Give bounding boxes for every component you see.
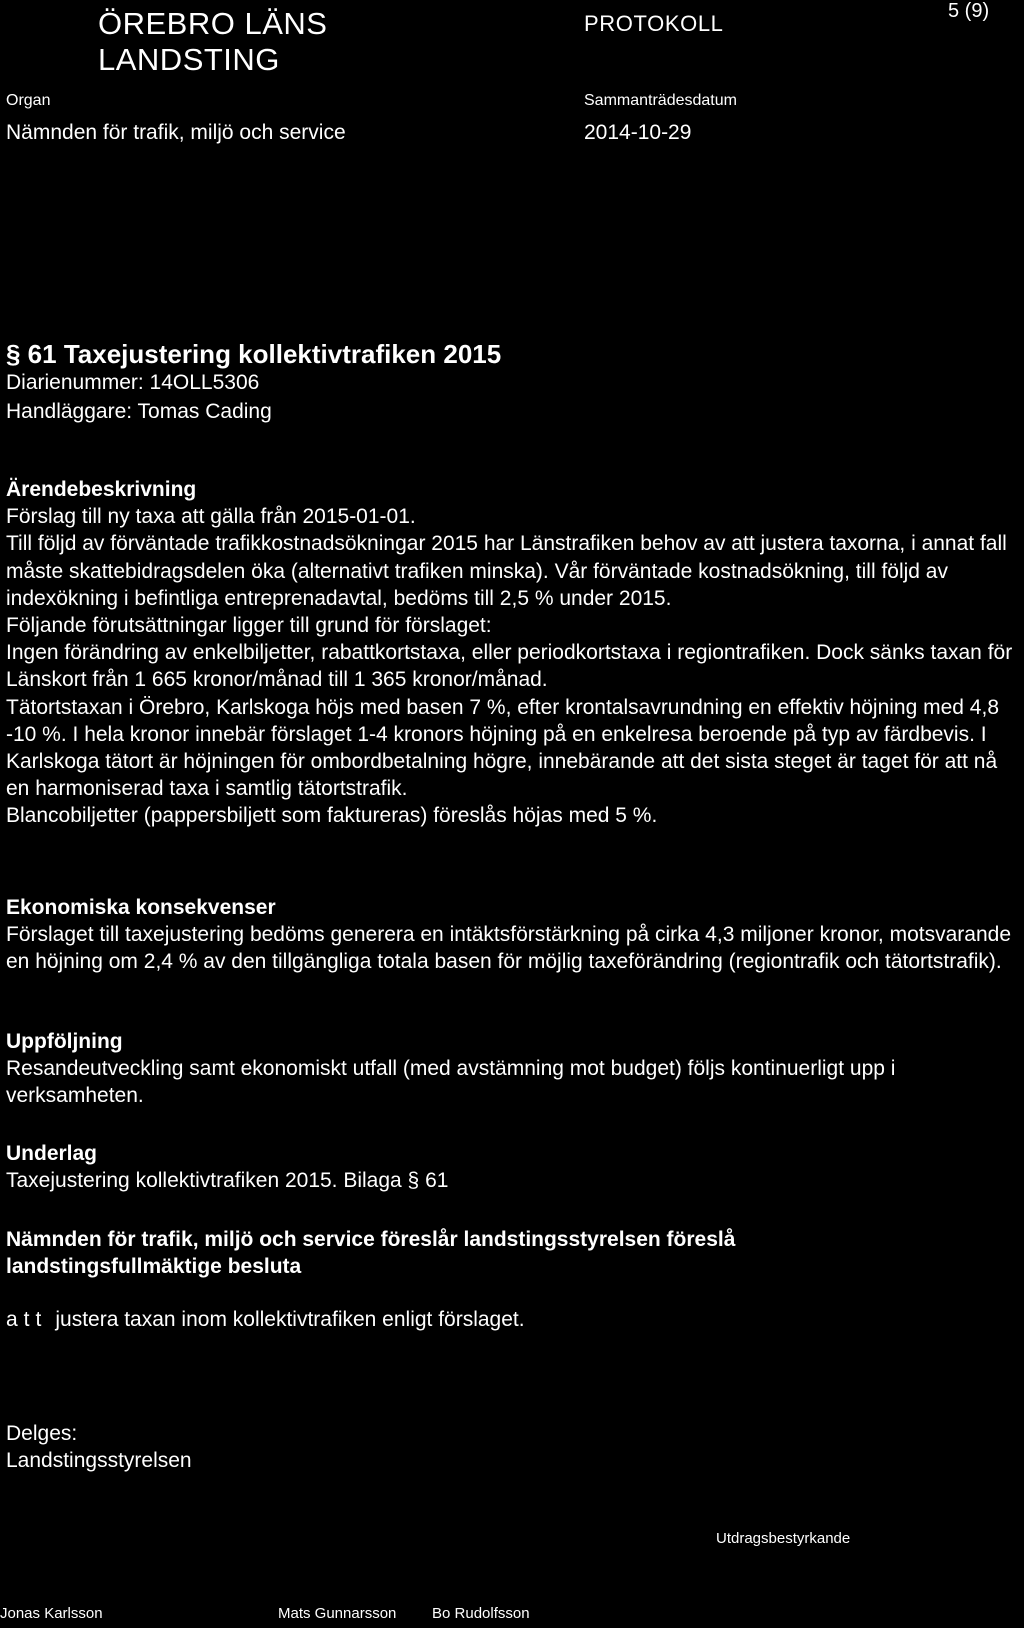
ekonomiska-section [6, 894, 1018, 976]
ekonomiska-heading: Ekonomiska konsekvenser [6, 896, 276, 919]
uppfoljning-section [6, 1028, 1018, 1110]
arende-paragraph: Till följd av förväntade trafikkostnadsökningar 2015 har Länstrafiken behov av att justera taxorna, i annat fall måste skattebidragsdelen öka (alternativt trafiken minska). Vår förväntade kostnadsökning, till följd av indexökning i befintliga entreprenadavtal, bedöms till 2,5 % under 2015. [6, 532, 1007, 610]
org-name-line2: LANDSTING [98, 42, 280, 77]
att-text: justera taxan inom kollektivtrafiken enligt förslaget. [55, 1308, 525, 1331]
organ-label: Organ [6, 92, 51, 109]
underlag-heading: Underlag [6, 1142, 98, 1165]
proposal-section [6, 1226, 846, 1280]
organ-value: Nämnden för trafik, miljö och service [6, 121, 346, 144]
delges-recipient: Landstingsstyrelsen [6, 1449, 192, 1473]
meeting-date-label: Sammanträdesdatum [584, 92, 737, 109]
arende-paragraph: Blancobiljetter (pappersbiljett som faktureras) föreslås höjas med 5 %. [6, 804, 658, 828]
underlag-section [6, 1140, 1018, 1194]
arendebeskrivning-heading: Ärendebeskrivning [6, 478, 197, 501]
document-type: PROTOKOLL [584, 11, 724, 36]
meeting-date-value: 2014-10-29 [584, 121, 692, 144]
signer-name: Jonas Karlsson [0, 1605, 103, 1622]
arende-paragraph: Följande förutsättningar ligger till grund för förslaget: [6, 614, 492, 638]
arendebeskrivning-section [6, 476, 1018, 830]
ekonomiska-text: Förslaget till taxejustering bedöms generera en intäktsförstärkning på cirka 4,3 miljoner kronor, motsvarande en höjning om 2,4 % av den tillgängliga totala basen för möjlig taxeförändring (regiontrafik och tätortstrafik). [6, 923, 1011, 974]
arende-paragraph: Ingen förändring av enkelbiljetter, rabattkortstaxa, eller periodkortstaxa i regiontrafiken. Dock sänks taxan för Länskort från 1 665 kronor/månad till 1 365 kronor/månad. [6, 641, 1013, 692]
arende-paragraph: Förslag till ny taxa att gälla från 2015-01-01. [6, 505, 416, 529]
signer-name: Mats Gunnarsson [278, 1605, 397, 1622]
att-prefix: att [6, 1308, 48, 1331]
page-number: 5 (9) [948, 0, 990, 22]
arende-paragraph: Tätortstaxan i Örebro, Karlskoga höjs med basen 7 %, efter krontalsavrundning en effektiv höjning med 4,8 -10 %. I hela kronor innebär förslaget 1-4 kronors höjning på en enkelresa beroende på typ av färdbevis. I Karlskoga tätort är höjningen för ombordbetalning högre, innebärande att det sista steget är taget för att nå en harmoniserad taxa i samtlig tätortstrafik. [6, 695, 999, 801]
org-name-line1: ÖREBRO LÄNS [98, 6, 328, 41]
underlag-text: Taxejustering kollektivtrafiken 2015. Bilaga § 61 [6, 1169, 449, 1193]
diarienummer: Diarienummer: 14OLL5306 [6, 371, 260, 394]
utdragsbestyrkande-label: Utdragsbestyrkande [716, 1530, 851, 1547]
uppfoljning-heading: Uppföljning [6, 1030, 123, 1053]
handlaggare: Handläggare: Tomas Cading [6, 400, 272, 423]
section-title: § 61 Taxejustering kollektivtrafiken 2015 [6, 339, 502, 369]
proposal-att-line [6, 1306, 1018, 1333]
uppfoljning-text: Resandeutveckling samt ekonomiskt utfall (med avstämning mot budget) följs kontinuerligt upp i verksamheten. [6, 1057, 896, 1108]
signer-name: Bo Rudolfsson [432, 1605, 530, 1622]
delges-label: Delges: [6, 1422, 78, 1445]
proposal-heading: Nämnden för trafik, miljö och service föreslår landstingsstyrelsen föreslå landstingsfullmäktige besluta [6, 1228, 736, 1279]
delges-section [6, 1420, 1018, 1474]
